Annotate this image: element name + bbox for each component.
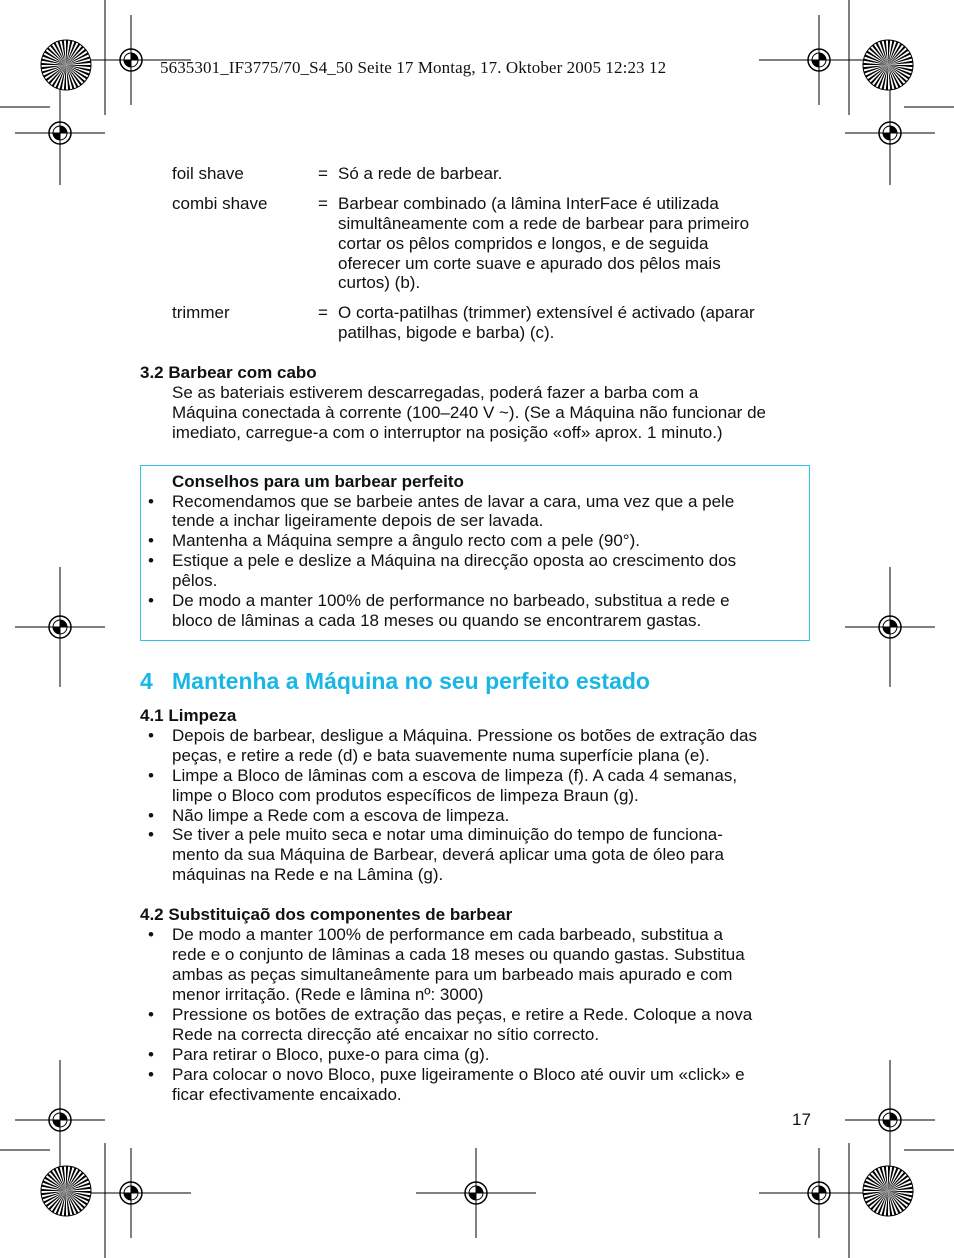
tip-text: De modo a manter 100% de performance no barbeado, substitua a rede e	[172, 591, 730, 610]
tip-text: Estique a pele e deslize a Máquina na direcção oposta ao crescimento dos	[172, 551, 737, 570]
tip-text: bloco de lâminas a cada 18 meses ou quando se encontrarem gastas.	[172, 611, 702, 630]
item-text: Para retirar o Bloco, puxe-o para cima (g).	[172, 1045, 490, 1064]
mode-eq: =	[318, 194, 328, 213]
starburst-mark-icon	[41, 40, 91, 90]
mode-desc: simultâneamente com a rede de barbear para primeiro	[338, 214, 750, 233]
item-text: Rede na correcta direcção até encaixar no sítio correcto.	[172, 1025, 600, 1044]
tip-text: tende a inchar ligeiramente depois de ser lavada.	[172, 511, 544, 530]
page-number: 17	[792, 1110, 811, 1129]
bullet: •	[148, 531, 154, 550]
starburst-mark-icon	[863, 40, 913, 90]
item-text: De modo a manter 100% de performance em cada barbeado, substitua a	[172, 925, 723, 944]
print-header: 5635301_IF3775/70_S4_50 Seite 17 Montag, 17. Oktober 2005 12:23 12	[160, 58, 667, 77]
mode-desc: patilhas, bigode e barba) (c).	[338, 323, 555, 342]
mode-name: foil shave	[172, 164, 244, 183]
item-text: mento da sua Máquina de Barbear, deverá aplicar uma gota de óleo para	[172, 845, 724, 864]
registration-mark-icon	[759, 1148, 879, 1238]
item-text: Pressione os botões de extração das peças, e retire a Rede. Coloque a nova	[172, 1005, 753, 1024]
bullet: •	[148, 726, 154, 745]
bullet: •	[148, 551, 154, 570]
mode-desc: curtos) (b).	[338, 273, 421, 292]
section-4-number: 4	[140, 668, 153, 694]
tips-heading: Conselhos para um barbear perfeito	[172, 472, 464, 491]
item-text: limpe o Bloco com produtos específicos de limpeza Braun (g).	[172, 786, 639, 805]
section-4-1-heading: 4.1 Limpeza	[140, 706, 237, 725]
bullet: •	[148, 825, 154, 844]
registration-mark-icon	[15, 1060, 105, 1180]
item-text: Se tiver a pele muito seca e notar uma diminuição do tempo de funciona-	[172, 825, 723, 844]
bullet: •	[148, 806, 154, 825]
item-text: ficar efectivamente encaixado.	[172, 1085, 402, 1104]
mode-desc: cortar os pêlos compridos e longos, e de seguida	[338, 234, 709, 253]
tip-text: Recomendamos que se barbeie antes de lavar a cara, uma vez que a pele	[172, 492, 735, 511]
starburst-mark-icon	[41, 1166, 91, 1216]
registration-mark-icon	[15, 567, 105, 687]
bullet: •	[148, 925, 154, 944]
registration-mark-icon	[15, 81, 105, 185]
item-text: peças, e retire a rede (d) e bata suavemente numa superfície plana (e).	[172, 746, 710, 765]
registration-mark-icon	[845, 1060, 935, 1180]
item-text: rede e o conjunto de lâminas a cada 18 meses ou quando gastas. Substitua	[172, 945, 745, 964]
bullet: •	[148, 1045, 154, 1064]
starburst-mark-icon	[863, 1166, 913, 1216]
item-text: Depois de barbear, desligue a Máquina. Pressione os botões de extração das	[172, 726, 757, 745]
section-3-2-text: Se as bateriais estiverem descarregadas, poderá fazer a barba com a	[172, 383, 699, 402]
item-text: Limpe a Bloco de lâminas com a escova de limpeza (f). A cada 4 semanas,	[172, 766, 738, 785]
section-3-2-text: Máquina conectada à corrente (100–240 V ~). (Se a Máquina não funcionar de	[172, 403, 766, 422]
item-text: Não limpe a Rede com a escova de limpeza.	[172, 806, 510, 825]
section-3-2-heading: 3.2 Barbear com cabo	[140, 363, 317, 382]
item-text: ambas as peças simultaneâmente para um barbeado mais apurado e com	[172, 965, 733, 984]
item-text: Para colocar o novo Bloco, puxe ligeiramente o Bloco até ouvir um «click» e	[172, 1065, 745, 1084]
item-text: menor irritação. (Rede e lâmina nº: 3000)	[172, 985, 484, 1004]
mode-desc: Barbear combinado (a lâmina InterFace é utilizada	[338, 194, 719, 213]
registration-mark-icon	[416, 1148, 536, 1238]
item-text: máquinas na Rede e na Lâmina (g).	[172, 865, 444, 884]
registration-mark-icon	[845, 567, 935, 687]
tip-text: Mantenha a Máquina sempre a ângulo recto com a pele (90°).	[172, 531, 640, 550]
mode-name: combi shave	[172, 194, 268, 213]
bullet: •	[148, 591, 154, 610]
section-4-2-heading: 4.2 Substituiçaõ dos componentes de barbear	[140, 905, 513, 924]
mode-name: trimmer	[172, 303, 230, 322]
section-3-2-text: imediato, carregue-a com o interruptor na posição «off» aprox. 1 minuto.)	[172, 423, 723, 442]
mode-desc: O corta-patilhas (trimmer) extensível é activado (aparar	[338, 303, 755, 322]
bullet: •	[148, 492, 154, 511]
bullet: •	[148, 1005, 154, 1024]
section-4-title: Mantenha a Máquina no seu perfeito estado	[172, 668, 650, 694]
mode-eq: =	[318, 303, 328, 322]
mode-eq: =	[318, 164, 328, 183]
tip-text: pêlos.	[172, 571, 218, 590]
bullet: •	[148, 766, 154, 785]
registration-mark-icon	[845, 81, 935, 185]
bullet: •	[148, 1065, 154, 1084]
mode-desc: oferecer um corte suave e apurado dos pêlos mais	[338, 254, 721, 273]
registration-mark-icon	[759, 15, 879, 105]
mode-desc: Só a rede de barbear.	[338, 164, 503, 183]
